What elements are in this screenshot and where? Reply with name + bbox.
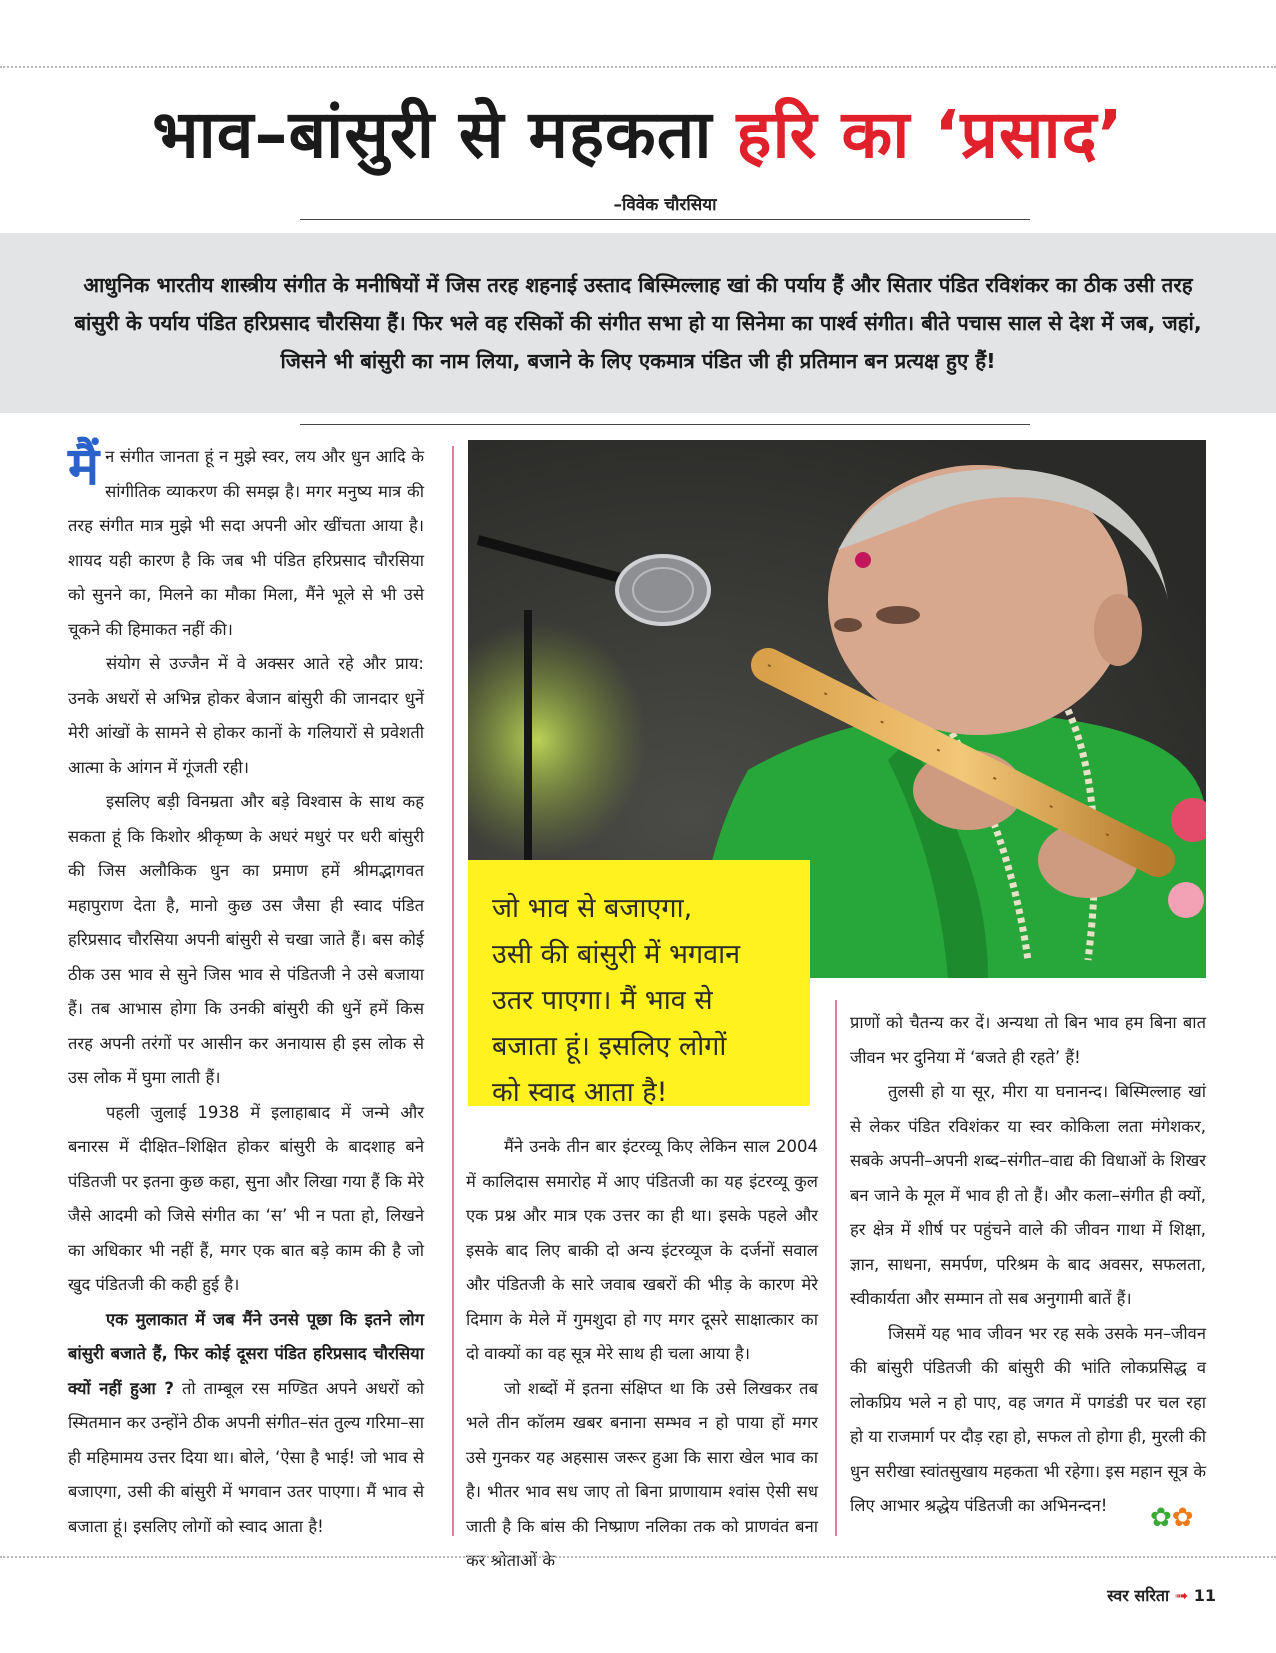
page-title (0, 92, 1276, 178)
title-black-part: भाव–बांसुरी से महकता (152, 96, 713, 173)
title-red-part: हरि का ‘प्रसाद’ (736, 96, 1124, 173)
intro-box (0, 233, 1276, 413)
paragraph: तुलसी हो या सूर, मीरा या घनानन्द। बिस्मिल्लाह खां से लेकर पंडित रविशंकर या स्वर कोकिला लता मंगेशकर, सबके अपनी–अपनी शब्द–संगीत–वाद्य की विधाओं के शिखर बन जाने के मूल में भाव ही तो हैं। और कला–संगीत ही क्यों, हर क्षेत्र में शीर्ष पर पहुंचने वाले की जीवन गाथा में शिक्षा, ज्ञान, साधना, समर्पण, परिश्रम के बाद अवसर, सफलता, स्वीकार्यता और सम्मान तो सब अनुगामी बातें हैं। (850, 1082, 1206, 1308)
paragraph (68, 1303, 424, 1545)
article-column-2 (466, 1130, 818, 1579)
page-number: 11 (1193, 1586, 1216, 1605)
pull-quote-line: जो भाव से बजाएगा, (492, 893, 693, 924)
flower-icon: ✿ (1171, 1503, 1194, 1533)
bottom-dotted-rule (0, 1556, 1276, 1558)
paragraph: प्राणों को चैतन्य कर दें। अन्यथा तो बिन भाव हम बिना बात जीवन भर दुनिया में ‘बजते ही रहते’ हैं! (850, 1013, 1206, 1067)
paragraph (68, 436, 424, 647)
author-byline: –विवेक चौरसिया (300, 192, 1030, 220)
intro-text: आधुनिक भारतीय शास्त्रीय संगीत के मनीषियों में जिस तरह शहनाई उस्ताद बिस्मिल्लाह खां की पर्याय हैं और सितार पंडित रविशंकर का ठीक उसी तरह बांसुरी के पर्याय पंडित हरिप्रसाद चौरसिया हैं। फिर भले वह रसिकों की संगीत सभा हो या सिनेमा का पार्श्व संगीत। बीते पचास साल से देश में जब, जहां, जिसने भी बांसुरी का नाम लिया, बजाने के लिए एकमात्र पंडित जी ही प्रतिमान बन प्रत्यक्ष हुए हैं! (74, 273, 1202, 373)
column-rule-right (835, 1000, 837, 1536)
magazine-name: स्वर सरिता (1107, 1586, 1170, 1605)
paragraph: जिसमें यह भाव जीवन भर रह सके उसके मन–जीवन की बांसुरी पंडितजी की बांसुरी की भांति लोकप्रसिद्ध व लोकप्रिय भले न हो पाए, वह जगत में पगडंडी पर चल रहा हो या राजमार्ग पर दौड़ रहा हो, सफल तो होगा ही, मुरली की धुन सरीखा स्वांतसुखाय महकता भी रहेगा। इस महान सूत्र के लिए आभार श्रद्धेय पंडितजी का अभिनन्दन! (850, 1323, 1206, 1515)
flower-icon: ✿ (1150, 1503, 1172, 1533)
drop-cap: मैं (68, 436, 100, 497)
paragraph: संयोग से उज्जैन में वे अक्सर आते रहे और प्राय: उनके अधरों से अभिन्न होकर बेजान बांसुरी की जानदार धुनें मेरी आंखों के सामने से होकर कानों के गलियारों से प्रवेशती आत्मा के आंगन में गूंजती रही। (68, 654, 424, 777)
paragraph: पहली जुलाई 1938 में इलाहाबाद में जन्मे और बनारस में दीक्षित–शिक्षित होकर बांसुरी के बादशाह बने पंडितजी पर इतना कुछ कहा, सुना और लिखा गया हैं कि मेरे जैसे आदमी को जिसे संगीत का ‘स’ भी न पता हो, लिखने का अधिकार भी नहीं हैं, मगर एक बात बड़े काम की है जो खुद पंडितजी की कही हुई है। (68, 1102, 424, 1294)
paragraph: इसलिए बड़ी विनम्रता और बड़े विश्वास के साथ कह सकता हूं कि किशोर श्रीकृष्ण के अधरं मधुरं पर धरी बांसुरी की जिस अलौकिक धुन का प्रमाण हमें श्रीमद्भागवत महापुराण देता है, मानो कुछ उस जैसा ही स्वाद पंडित हरिप्रसाद चौरसिया अपनी बांसुरी से चखा जाते हैं। बस कोई ठीक उस भाव से सुने जिस भाव से पंडितजी ने उसे बजाया हैं। तब आभास होगा कि उनकी बांसुरी की धुनें हमें किस तरह अपनी तरंगों पर आसीन कर अनायास ही इस लोक से उस लोक में घुमा लाती हैं। (68, 792, 424, 1087)
paragraph-text: न संगीत जानता हूं न मुझे स्वर, लय और धुन आदि के सांगीतिक व्याकरण की समझ है। मगर मनुष्य मात्र की तरह संगीत मात्र मुझे भी सदा अपनी ओर खींचता आया है। शायद यही कारण है कि जब भी पंडित हरिप्रसाद चौरसिया को सुनने का, मिलने का मौका मिला, मैंने भूले से भी उसे चूकने की हिमाकत नहीं की। (68, 447, 424, 639)
top-dotted-rule (0, 66, 1276, 68)
page-footer (1107, 1584, 1216, 1606)
intro-rule (300, 424, 1030, 425)
paragraph-text: तो ताम्बूल रस मण्डित अपने अधरों को स्मितमान कर उन्होंने ठीक अपनी संगीत–संत तुल्य गरिमा–सा ही महिमामय उत्तर दिया था। बोले, ‘ऐसा है भाई! जो भाव से बजाएगा, उसी की बांसुरी में भगवान उतर पाएगा। मैं भाव से बजाता हूं। इसलिए लोगों को स्वाद आता है! (68, 1378, 424, 1536)
bold-question: एक मुलाकात में जब मैंने उनसे पूछा कि इतने लोग बांसुरी बजाते हैं, फिर कोई दूसरा पंडित हरिप्रसाद चौरसिया क्यों नहीं हुआ ? (68, 1309, 424, 1398)
column-rule-left (452, 446, 454, 1536)
paragraph: जो शब्दों में इतना संक्षिप्त था कि उसे लिखकर तब भले तीन कॉलम खबर बनाना सम्भव न हो पाया हों मगर उसे गुनकर यह अहसास जरूर हुआ कि सारा खेल भाव का है। भीतर भाव सध जाए तो बिना प्राणायाम श्वांस ऐसी सध जाती है कि बांस की निष्प्राण नलिका तक को प्राणवंत बना कर श्रोताओं के (466, 1378, 818, 1570)
paragraph: मैंने उनके तीन बार इंटरव्यू किए लेकिन साल 2004 में कालिदास समारोह में आए पंडितजी का यह इंटरव्यू कुल एक प्रश्न और मात्र एक उत्तर का ही था। इसके पहले और इसके बाद लिए बाकी दो अन्य इंटरव्यूज के दर्जनों सवाल और पंडितजी के सारे जवाब खबरों की भीड़ के कारण मेरे दिमाग के मेले में गुमशुदा हो गए मगर दूसरे साक्षात्कार का दो वाक्यों का वह सूत्र मेरे साथ ही चला आया है। (466, 1137, 818, 1363)
pull-quote (468, 860, 810, 1106)
pull-quote-line: को स्वाद आता है! (492, 1077, 668, 1108)
article-column-3 (850, 1006, 1206, 1524)
end-flower-icons (1150, 1503, 1194, 1533)
arrow-icon: ➟ (1174, 1586, 1189, 1605)
pull-quote-line: बजाता हूं। इसलिए लोगों (492, 1031, 727, 1062)
pull-quote-line: उसी की बांसुरी में भगवान (492, 939, 741, 970)
pull-quote-line: उतर पाएगा। मैं भाव से (492, 985, 713, 1016)
article-column-1 (68, 436, 424, 1544)
